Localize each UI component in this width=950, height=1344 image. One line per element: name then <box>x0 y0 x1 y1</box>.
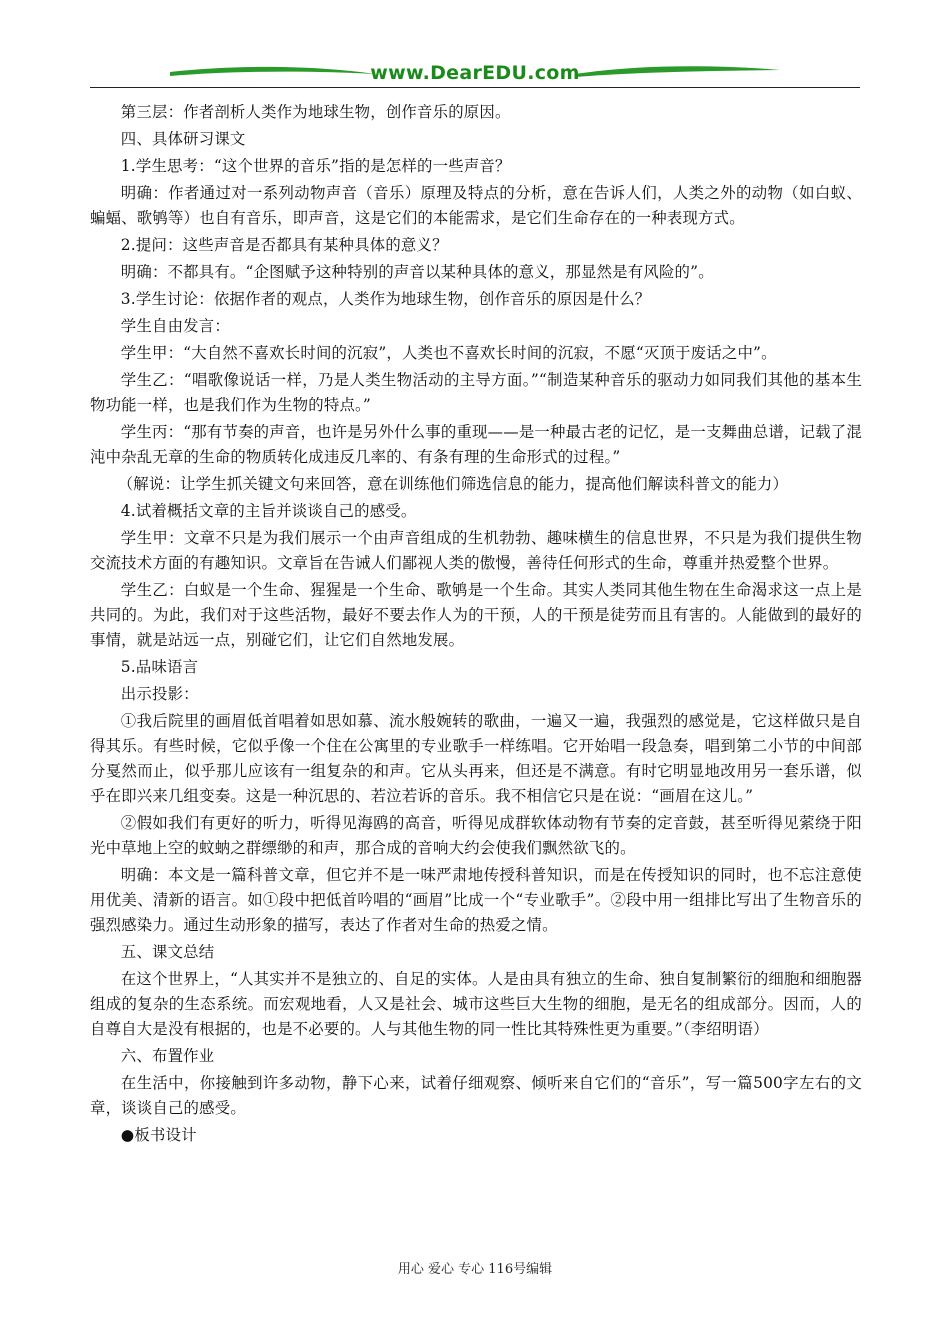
paragraph: 学生乙：白蚁是一个生命、猩猩是一个生命、歌鸲是一个生命。其实人类同其他生物在生命渴求这一点上是共同的。为此，我们对于这些活物，最好不要去作人为的干预，人的干预是徒劳而且有害的。人能做到的最好的事情，就是站远一点，别碰它们，让它们自然地发展。 <box>90 581 862 649</box>
section-heading: 五、课文总结 <box>120 943 215 961</box>
question: 1.学生思考：“这个世界的音乐”指的是怎样的一些声音？ <box>120 157 511 175</box>
note-paragraph: （解说：让学生抓关键文句来回答，意在训练他们筛选信息的能力，提高他们解读科普文的能力） <box>117 475 789 493</box>
question: 3.学生讨论：依据作者的观点，人类作为地球生物，创作音乐的原因是什么？ <box>120 290 651 308</box>
site-logo-text: www.DearEDU.com <box>370 62 580 84</box>
paragraph: 学生乙：“唱歌像说话一样，乃是人类生物活动的主导方面。”“制造某种音乐的驱动力如同我们其他的基本生物功能一样，也是我们作为生物的特点。” <box>90 371 862 414</box>
question: 2.提问：这些声音是否都具有某种具体的意义？ <box>120 236 448 254</box>
paragraph: 学生甲：文章不只是为我们展示一个由声音组成的生机勃勃、趣味横生的信息世界，不只是为我们提供生物交流技术方面的有趣知识。文章旨在告诫人们鄙视人类的傲慢，善待任何形式的生命，尊重并热爱整个世界。 <box>90 529 862 572</box>
question: 4.试着概括文章的主旨并谈谈自己的感受。 <box>120 502 417 520</box>
quote-paragraph: ②假如我们有更好的听力，听得见海鸥的高音，听得见成群软体动物有节奏的定音鼓，甚至听得见萦绕于阳光中草地上空的蚊蚋之群缥缈的和声，那合成的音响大约会使我们飘然欲飞的。 <box>90 814 862 857</box>
question: 5.品味语言 <box>120 658 199 676</box>
paragraph: 第三层：作者剖析人类作为地球生物，创作音乐的原因。 <box>120 103 511 121</box>
paragraph: 明确：作者通过对一系列动物声音（音乐）原理及特点的分析，意在告诉人们，人类之外的动物（如白蚁、蝙蝠、歌鸲等）也自有音乐，即声音，这是它们的本能需求，是它们生命存在的一种表现方式。 <box>90 184 862 227</box>
paragraph: 学生甲：“大自然不喜欢长时间的沉寂”，人类也不喜欢长时间的沉寂，不愿“灭顶于废话之中”。 <box>120 344 777 362</box>
paragraph: 在生活中，你接触到许多动物，静下心来，试着仔细观察、倾听来自它们的“音乐”，写一篇500字左右的文章，谈谈自己的感受。 <box>90 1074 862 1117</box>
paragraph: 学生丙：“那有节奏的声音，也许是另外什么事的重现——是一种最古老的记忆，是一支舞曲总谱，记载了混沌中杂乱无章的生命的物质转化成违反几率的、有条有理的生命形式的过程。” <box>90 423 862 466</box>
paragraph: 明确：本文是一篇科普文章，但它并不是一味严肃地传授科普知识，而是在传授知识的同时，也不忘注意使用优美、清新的语言。如①段中把低首吟唱的“画眉”比成一个“专业歌手”。②段中用一组排比写出了生物音乐的强烈感染力。通过生动形象的描写，表达了作者对生命的热爱之情。 <box>90 866 862 934</box>
page-footer: 用心 爱心 专心 116号编辑 <box>397 1262 553 1277</box>
paragraph: 在这个世界上，“人其实并不是独立的、自足的实体。人是由具有独立的生命、独自复制繁衍的细胞和细胞器组成的复杂的生态系统。而宏观地看，人又是社会、城市这些巨大生物的细胞，是无名的组成部分。因而，人的自尊自大是没有根据的，也是不必要的。人与其他生物的同一性比其特殊性更为重要。”（李绍明语） <box>90 970 862 1038</box>
document-body <box>90 100 862 1150</box>
section-heading: ●板书设计 <box>120 1126 197 1144</box>
header-divider <box>90 87 860 88</box>
site-header <box>90 58 860 92</box>
section-heading: 六、布置作业 <box>120 1047 215 1065</box>
paragraph: 出示投影： <box>120 685 199 703</box>
paragraph: 学生自由发言： <box>120 317 230 335</box>
quote-paragraph: ①我后院里的画眉低首唱着如思如慕、流水般婉转的歌曲，一遍又一遍，我强烈的感觉是，它这样做只是自得其乐。有些时候，它似乎像一个住在公寓里的专业歌手一样练唱。它开始唱一段急奏，唱到第二小节的中间部分戛然而止，似乎那儿应该有一组复杂的和声。它从头再来，但还是不满意。有时它明显地改用另一套乐谱，似乎在即兴来几组变奏。这是一种沉思的、若泣若诉的音乐。我不相信它只是在说：“画眉在这儿。” <box>90 712 862 805</box>
section-heading: 四、具体研习课文 <box>120 130 246 148</box>
paragraph: 明确：不都具有。“企图赋予这种特别的声音以某种具体的意义，那显然是有风险的”。 <box>120 263 714 281</box>
